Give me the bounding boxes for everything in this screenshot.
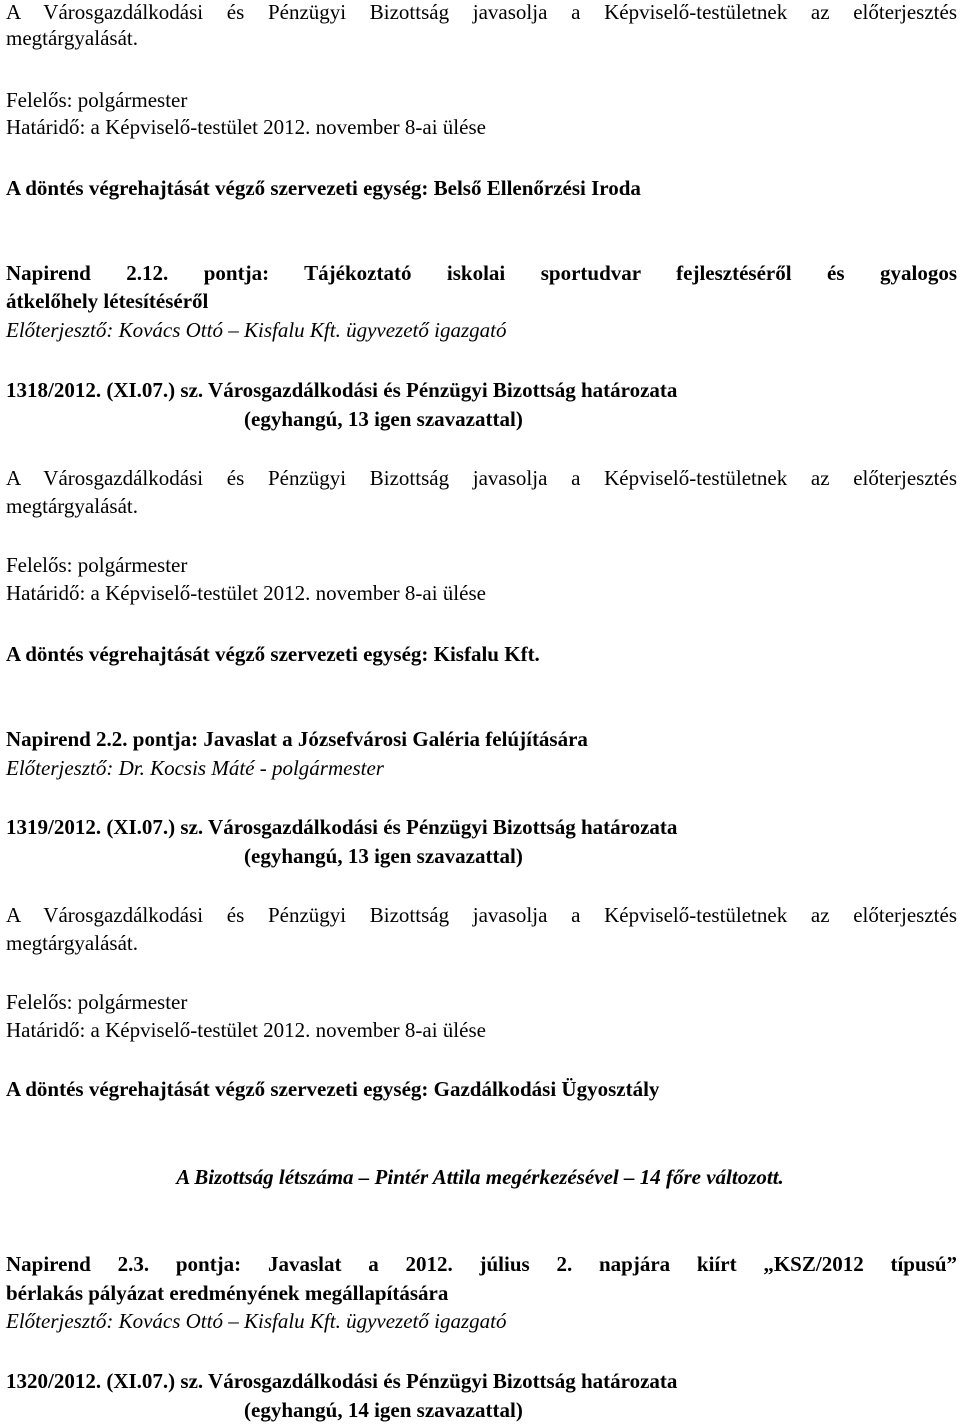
presenter-line: Előterjesztő: Dr. Kocsis Máté - polgármester bbox=[6, 756, 384, 780]
agenda-item-title: Napirend 2.2. pontja: Javaslat a Józsefvárosi Galéria felújítására bbox=[6, 727, 588, 751]
agenda-item-title: Napirend 2.3. pontja: Javaslat a 2012. július 2. napjára kiírt „KSZ/2012 típusú” bbox=[6, 1252, 957, 1276]
responsible-line: Felelős: polgármester bbox=[6, 88, 188, 112]
recommendation-text: A Városgazdálkodási és Pénzügyi Bizottság javasolja a Képviselő-testületnek az előterjesztés bbox=[6, 466, 957, 490]
agenda-item-title-cont: bérlakás pályázat eredményének megállapítására bbox=[6, 1281, 449, 1305]
recommendation-text-cont: megtárgyalását. bbox=[6, 26, 138, 50]
vote-result: (egyhangú, 13 igen szavazattal) bbox=[244, 844, 523, 868]
vote-result: (egyhangú, 13 igen szavazattal) bbox=[244, 407, 523, 431]
committee-size-note: A Bizottság létszáma – Pintér Attila megérkezésével – 14 főre változott. bbox=[176, 1165, 784, 1189]
responsible-line: Felelős: polgármester bbox=[6, 990, 188, 1014]
executing-unit-line: A döntés végrehajtását végző szervezeti egység: Kisfalu Kft. bbox=[6, 642, 540, 666]
deadline-line: Határidő: a Képviselő-testület 2012. november 8-ai ülése bbox=[6, 581, 486, 605]
recommendation-text-cont: megtárgyalását. bbox=[6, 931, 138, 955]
executing-unit-line: A döntés végrehajtását végző szervezeti egység: Gazdálkodási Ügyosztály bbox=[6, 1077, 660, 1101]
presenter-line: Előterjesztő: Kovács Ottó – Kisfalu Kft. ügyvezető igazgató bbox=[6, 318, 507, 342]
responsible-line: Felelős: polgármester bbox=[6, 553, 188, 577]
agenda-item-title-cont: átkelőhely létesítéséről bbox=[6, 289, 209, 313]
vote-result: (egyhangú, 14 igen szavazattal) bbox=[244, 1398, 523, 1422]
resolution-header: 1320/2012. (XI.07.) sz. Városgazdálkodási és Pénzügyi Bizottság határozata bbox=[6, 1369, 678, 1393]
resolution-header: 1318/2012. (XI.07.) sz. Városgazdálkodási és Pénzügyi Bizottság határozata bbox=[6, 378, 678, 402]
recommendation-text: A Városgazdálkodási és Pénzügyi Bizottság javasolja a Képviselő-testületnek az előterjesztés bbox=[6, 903, 957, 927]
deadline-line: Határidő: a Képviselő-testület 2012. november 8-ai ülése bbox=[6, 1018, 486, 1042]
recommendation-text: A Városgazdálkodási és Pénzügyi Bizottság javasolja a Képviselő-testületnek az előterjesztés bbox=[6, 0, 957, 24]
resolution-header: 1319/2012. (XI.07.) sz. Városgazdálkodási és Pénzügyi Bizottság határozata bbox=[6, 815, 678, 839]
presenter-line: Előterjesztő: Kovács Ottó – Kisfalu Kft. ügyvezető igazgató bbox=[6, 1309, 507, 1333]
recommendation-text-cont: megtárgyalását. bbox=[6, 494, 138, 518]
executing-unit-line: A döntés végrehajtását végző szervezeti egység: Belső Ellenőrzési Iroda bbox=[6, 176, 641, 200]
agenda-item-title: Napirend 2.12. pontja: Tájékoztató iskolai sportudvar fejlesztéséről és gyalogos bbox=[6, 261, 957, 285]
deadline-line: Határidő: a Képviselő-testület 2012. november 8-ai ülése bbox=[6, 115, 486, 139]
